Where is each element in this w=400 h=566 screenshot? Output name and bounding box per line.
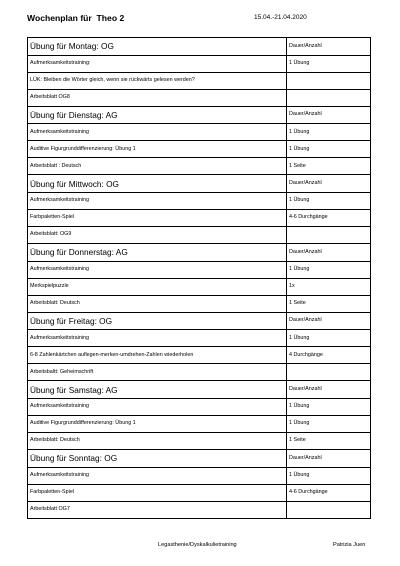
exercise-row bbox=[28, 399, 371, 416]
exercise-row bbox=[28, 141, 371, 158]
exercise-cell: Arbeitsblatt : Deutsch bbox=[28, 158, 287, 175]
amount-header-cell: Dauer/Anzahl bbox=[287, 450, 371, 468]
amount-header-cell: Dauer/Anzahl bbox=[287, 175, 371, 193]
day-heading-cell: Übung für Mittwoch: OG bbox=[28, 175, 287, 193]
exercise-row bbox=[28, 467, 371, 484]
exercise-cell: Arbeitsblatt: Deutsch bbox=[28, 295, 287, 312]
footer-author: Patrizia Juen bbox=[333, 542, 366, 548]
exercise-cell: Farbpaletten-Spiel bbox=[28, 210, 287, 227]
weekly-plan-body bbox=[28, 38, 371, 519]
footer-center-text: Legasthenie/Dyskalkulietraining bbox=[158, 542, 237, 548]
amount-cell: 1 Seite bbox=[287, 295, 371, 312]
day-heading-cell: Übung für Donnerstag: AG bbox=[28, 244, 287, 262]
exercise-row bbox=[28, 295, 371, 312]
amount-header-cell: Dauer/Anzahl bbox=[287, 244, 371, 262]
day-heading-cell: Übung für Freitag: OG bbox=[28, 312, 287, 330]
exercise-row bbox=[28, 501, 371, 518]
exercise-cell: Aufmerksamkeitstraining bbox=[28, 124, 287, 141]
amount-cell: 1 Seite bbox=[287, 433, 371, 450]
amount-cell: 1 Seite bbox=[287, 158, 371, 175]
amount-cell: 1 Übung bbox=[287, 261, 371, 278]
exercise-cell: Aufmerksamkeitstraining bbox=[28, 330, 287, 347]
amount-cell bbox=[287, 501, 371, 518]
exercise-row bbox=[28, 72, 371, 89]
amount-header-cell: Dauer/Anzahl bbox=[287, 106, 371, 124]
exercise-row bbox=[28, 89, 371, 106]
exercise-row bbox=[28, 416, 371, 433]
exercise-row bbox=[28, 55, 371, 72]
day-heading-cell: Übung für Montag: OG bbox=[28, 38, 287, 56]
day-heading-row bbox=[28, 450, 371, 468]
amount-header-cell: Dauer/Anzahl bbox=[287, 38, 371, 56]
day-heading-cell: Übung für Samstag: AG bbox=[28, 381, 287, 399]
amount-cell: 1 Übung bbox=[287, 124, 371, 141]
date-range: 15.04.-21.04.2020 bbox=[254, 14, 307, 21]
page-title: Wochenplan für Theo 2 bbox=[27, 13, 125, 23]
exercise-cell: Aufmerksamkeitstraining: bbox=[28, 55, 287, 72]
exercise-cell: Auditive Figurgrunddifferenzierung: Übung 1 bbox=[28, 416, 287, 433]
amount-cell bbox=[287, 364, 371, 381]
amount-cell: 1 Übung bbox=[287, 141, 371, 158]
amount-cell: 1 Übung bbox=[287, 399, 371, 416]
exercise-cell: LÜK: Bleiben die Wörter gleich, wenn sie rückwärts gelesen werden? bbox=[28, 72, 287, 89]
day-heading-row bbox=[28, 38, 371, 56]
amount-header-cell: Dauer/Anzahl bbox=[287, 312, 371, 330]
exercise-row bbox=[28, 278, 371, 295]
amount-cell bbox=[287, 72, 371, 89]
day-heading-cell: Übung für Sonntag: OG bbox=[28, 450, 287, 468]
exercise-row bbox=[28, 330, 371, 347]
exercise-cell: Arbeitsblatt: Deutsch bbox=[28, 433, 287, 450]
exercise-cell: Aufmerksamkeitstraining bbox=[28, 399, 287, 416]
exercise-row bbox=[28, 158, 371, 175]
exercise-row bbox=[28, 484, 371, 501]
exercise-cell: Farbpaletten-Spiel bbox=[28, 484, 287, 501]
exercise-cell: Auditive Figurgrunddifferenzierung: Übung 1 bbox=[28, 141, 287, 158]
exercise-cell: Merkspielpuzzle bbox=[28, 278, 287, 295]
amount-cell: 4-6 Durchgänge bbox=[287, 484, 371, 501]
exercise-row bbox=[28, 347, 371, 364]
amount-cell: 4-6 Durchgänge bbox=[287, 210, 371, 227]
exercise-cell: 6-8 Zahlenkärtchen auflegen-merken-umdrehen-Zahlen wiederholen bbox=[28, 347, 287, 364]
day-heading-row bbox=[28, 244, 371, 262]
amount-cell: 1x bbox=[287, 278, 371, 295]
amount-cell: 1 Übung bbox=[287, 330, 371, 347]
amount-cell bbox=[287, 227, 371, 244]
exercise-row bbox=[28, 227, 371, 244]
day-heading-row bbox=[28, 312, 371, 330]
amount-cell: 1 Übung bbox=[287, 55, 371, 72]
day-heading-cell: Übung für Dienstag: AG bbox=[28, 106, 287, 124]
exercise-row bbox=[28, 364, 371, 381]
exercise-cell: Aufmerksamkeitstraining bbox=[28, 261, 287, 278]
amount-cell: 1 Übung bbox=[287, 416, 371, 433]
exercise-row bbox=[28, 193, 371, 210]
amount-cell: 1 Übung bbox=[287, 467, 371, 484]
day-heading-row bbox=[28, 381, 371, 399]
amount-header-cell: Dauer/Anzahl bbox=[287, 381, 371, 399]
exercise-row bbox=[28, 433, 371, 450]
exercise-cell: Arbeitsblatt: OG9 bbox=[28, 227, 287, 244]
exercise-row bbox=[28, 210, 371, 227]
amount-cell: 1 Übung bbox=[287, 193, 371, 210]
day-heading-row bbox=[28, 175, 371, 193]
exercise-row bbox=[28, 261, 371, 278]
exercise-cell: Arbeitsblatt OG8 bbox=[28, 89, 287, 106]
weekly-plan-table bbox=[27, 37, 371, 519]
exercise-row bbox=[28, 124, 371, 141]
amount-cell: 4 Durchgänge bbox=[287, 347, 371, 364]
exercise-cell: Arbeitsblatt OG7 bbox=[28, 501, 287, 518]
exercise-cell: Aufmerksamkeitstraining bbox=[28, 193, 287, 210]
amount-cell bbox=[287, 89, 371, 106]
day-heading-row bbox=[28, 106, 371, 124]
exercise-cell: Arbeitsbaltt: Geheimschrift bbox=[28, 364, 287, 381]
exercise-cell: Aufmerksamkeitstraining bbox=[28, 467, 287, 484]
